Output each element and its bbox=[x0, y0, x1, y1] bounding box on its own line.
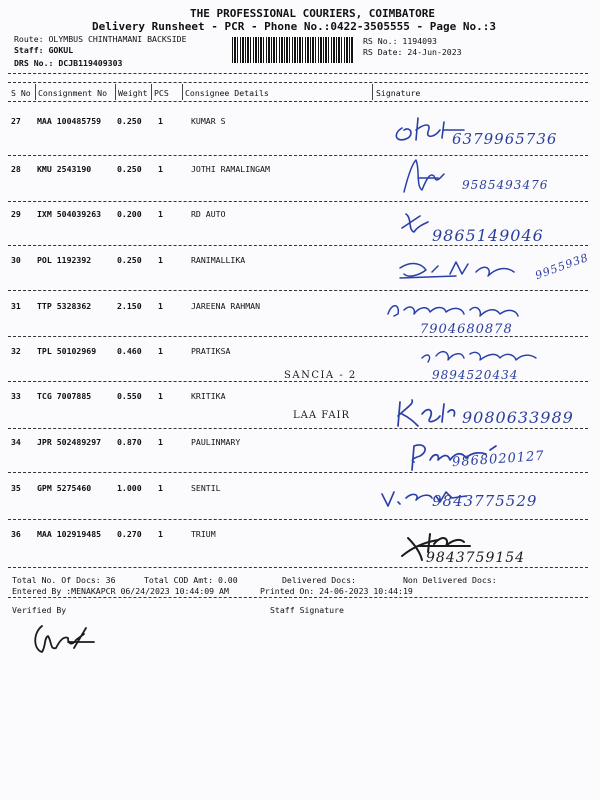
row-sno: 33 bbox=[11, 391, 21, 401]
delivered-docs: Delivered Docs: bbox=[282, 575, 356, 585]
total-docs: Total No. Of Docs: 36 bbox=[12, 575, 116, 585]
printed-on: Printed On: 24-06-2023 10:44:19 bbox=[260, 586, 413, 596]
row-consignment: TTP 5328362 bbox=[37, 301, 92, 311]
verified-by: Verified By bbox=[12, 605, 67, 615]
signature-row-27 bbox=[388, 108, 468, 148]
signature-row-31 bbox=[384, 298, 536, 324]
row-pcs: 1 bbox=[158, 483, 163, 493]
rs-number: RS No.: 1194093 bbox=[363, 36, 437, 46]
row-sno: 30 bbox=[11, 255, 21, 265]
row-consignee: RD AUTO bbox=[191, 209, 226, 219]
row-consignment: MAA 102919485 bbox=[37, 529, 102, 539]
row-weight: 0.200 bbox=[117, 209, 142, 219]
row-sno: 32 bbox=[11, 346, 21, 356]
row-weight: 0.250 bbox=[117, 164, 142, 174]
header-signature: Signature bbox=[376, 88, 421, 98]
non-delivered-docs: Non Delivered Docs: bbox=[403, 575, 497, 585]
row-weight: 0.460 bbox=[117, 346, 142, 356]
row-consignee: KUMAR S bbox=[191, 116, 226, 126]
row-pcs: 1 bbox=[158, 255, 163, 265]
row-divider bbox=[8, 245, 588, 246]
header-consignment: Consignment No bbox=[38, 88, 108, 98]
row-consignee: JOTHI RAMALINGAM bbox=[191, 164, 270, 174]
header-pcs: PCS bbox=[154, 88, 169, 98]
entered-by: Entered By :MENAKAPCR 06/24/2023 10:44:09 AM bbox=[12, 586, 229, 596]
row-consignment: GPM 5275460 bbox=[37, 483, 92, 493]
row-consignee: PRATIKSA bbox=[191, 346, 231, 356]
row-divider bbox=[8, 155, 588, 156]
row-divider bbox=[8, 201, 588, 202]
handwritten-phone: 7904680878 bbox=[420, 322, 513, 337]
column-rule bbox=[372, 84, 373, 100]
row-pcs: 1 bbox=[158, 164, 163, 174]
row-sno: 34 bbox=[11, 437, 21, 447]
column-rule bbox=[115, 84, 116, 100]
column-rule bbox=[182, 84, 183, 100]
handwritten-phone: 9080633989 bbox=[462, 408, 574, 427]
row-sno: 31 bbox=[11, 301, 21, 311]
divider bbox=[8, 597, 588, 598]
staff: Staff: GOKUL bbox=[14, 45, 74, 55]
row-sno: 28 bbox=[11, 164, 21, 174]
row-pcs: 1 bbox=[158, 529, 163, 539]
row-weight: 0.250 bbox=[117, 255, 142, 265]
row-consignee: RANIMALLIKA bbox=[191, 255, 246, 265]
handwritten-phone: 9843759154 bbox=[426, 550, 526, 566]
handwritten-phone: 6379965736 bbox=[452, 130, 558, 148]
handwritten-phone: 9894520434 bbox=[432, 368, 519, 382]
signature-row-30 bbox=[396, 256, 534, 286]
row-pcs: 1 bbox=[158, 116, 163, 126]
row-consignment: MAA 100485759 bbox=[37, 116, 102, 126]
route: Route: OLYMBUS CHINTHAMANI BACKSIDE bbox=[14, 34, 187, 44]
header-sno: S No bbox=[11, 88, 31, 98]
handwritten-note: LAA FAIR bbox=[293, 410, 351, 421]
handwritten-phone: 9868020127 bbox=[451, 448, 546, 471]
header-weight: Weight bbox=[118, 88, 148, 98]
row-weight: 2.150 bbox=[117, 301, 142, 311]
signature-row-29 bbox=[396, 208, 436, 238]
staff-signature: Staff Signature bbox=[270, 605, 344, 615]
divider bbox=[8, 73, 588, 74]
row-consignee: PAULINMARY bbox=[191, 437, 241, 447]
signature-row-36 bbox=[398, 526, 478, 564]
barcode bbox=[232, 37, 354, 63]
row-divider bbox=[8, 290, 588, 291]
signature-row-33 bbox=[392, 396, 464, 430]
row-pcs: 1 bbox=[158, 391, 163, 401]
row-consignee: TRIUM bbox=[191, 529, 216, 539]
column-rule bbox=[35, 84, 36, 100]
row-consignee: KRITIKA bbox=[191, 391, 226, 401]
handwritten-phone: 9865149046 bbox=[432, 226, 544, 245]
row-divider bbox=[8, 567, 588, 568]
divider bbox=[8, 101, 588, 102]
row-weight: 0.870 bbox=[117, 437, 142, 447]
handwritten-phone: 9843775529 bbox=[432, 492, 538, 510]
row-consignee: SENTIL bbox=[191, 483, 221, 493]
handwritten-phone: 9955938 bbox=[533, 250, 591, 283]
row-pcs: 1 bbox=[158, 209, 163, 219]
row-consignment: KMU 2543190 bbox=[37, 164, 92, 174]
row-consignment: TCG 7007885 bbox=[37, 391, 92, 401]
divider bbox=[8, 82, 588, 83]
drs-number: DRS No.: DCJB119409303 bbox=[14, 58, 123, 68]
row-sno: 36 bbox=[11, 529, 21, 539]
header-consignee: Consignee Details bbox=[185, 88, 269, 98]
row-sno: 27 bbox=[11, 116, 21, 126]
row-pcs: 1 bbox=[158, 301, 163, 311]
handwritten-note: SANCIA - 2 bbox=[284, 370, 357, 381]
column-rule bbox=[151, 84, 152, 100]
signature-row-34 bbox=[400, 440, 512, 474]
verifier-signature bbox=[28, 620, 100, 658]
runsheet-title: Delivery Runsheet - PCR - Phone No.:0422-3505555 - Page No.:3 bbox=[92, 20, 496, 33]
total-cod: Total COD Amt: 0.00 bbox=[144, 575, 238, 585]
row-consignment: IXM 504039263 bbox=[37, 209, 102, 219]
row-sno: 35 bbox=[11, 483, 21, 493]
row-divider bbox=[8, 428, 588, 429]
row-weight: 1.000 bbox=[117, 483, 142, 493]
rs-date: RS Date: 24-Jun-2023 bbox=[363, 47, 462, 57]
company-name: THE PROFESSIONAL COURIERS, COIMBATORE bbox=[190, 7, 436, 20]
row-consignment: POL 1192392 bbox=[37, 255, 92, 265]
row-weight: 0.550 bbox=[117, 391, 142, 401]
row-consignee: JAREENA RAHMAN bbox=[191, 301, 261, 311]
signature-row-32 bbox=[418, 344, 548, 368]
handwritten-phone: 9585493476 bbox=[462, 178, 549, 192]
row-divider bbox=[8, 519, 588, 520]
row-weight: 0.270 bbox=[117, 529, 142, 539]
signature-row-35 bbox=[376, 484, 472, 514]
row-consignment: JPR 502489297 bbox=[37, 437, 102, 447]
row-pcs: 1 bbox=[158, 346, 163, 356]
row-weight: 0.250 bbox=[117, 116, 142, 126]
row-consignment: TPL 50102969 bbox=[37, 346, 97, 356]
signature-row-28 bbox=[398, 156, 460, 198]
row-sno: 29 bbox=[11, 209, 21, 219]
row-pcs: 1 bbox=[158, 437, 163, 447]
